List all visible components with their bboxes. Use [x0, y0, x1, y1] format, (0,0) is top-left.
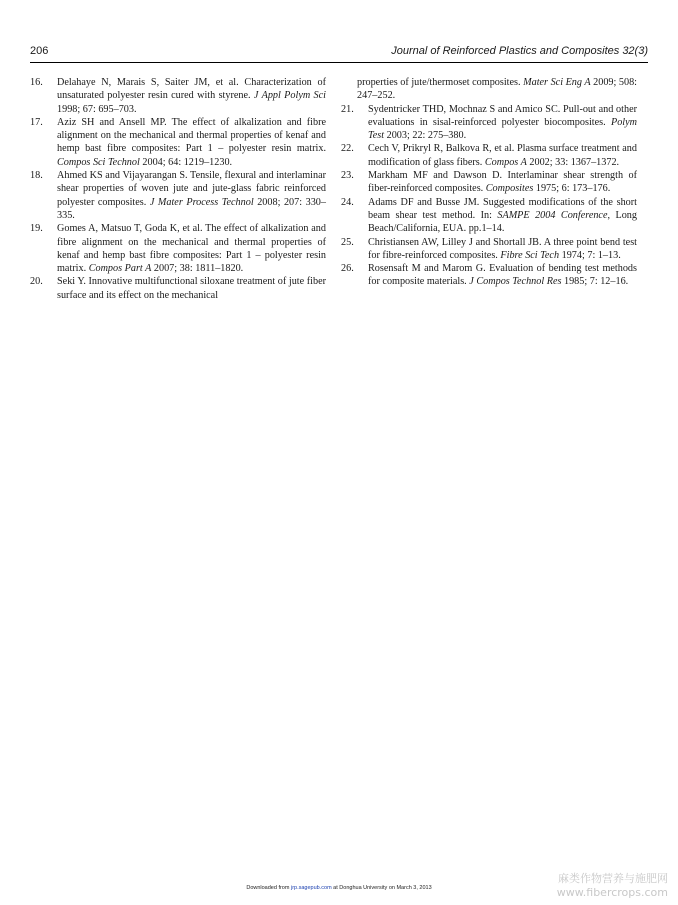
references-right-list: [341, 103, 637, 289]
reference-details: 1975; 6: 173–176.: [533, 183, 611, 195]
journal-name: Compos Sci Technol: [57, 156, 140, 168]
reference-item: [30, 275, 326, 302]
reference-number: 26.: [341, 263, 354, 275]
reference-number: 20.: [30, 276, 43, 288]
reference-text: Delahaye N, Marais S, Saiter JM, et al. Characterization of unsaturated polyester resin cured with styrene.: [57, 77, 326, 102]
reference-number: 17.: [30, 116, 43, 128]
reference-item: [30, 169, 326, 222]
journal-name: Compos A: [484, 156, 527, 168]
reference-item: [341, 142, 637, 169]
journal-name: Composites: [485, 183, 534, 195]
reference-number: 24.: [341, 196, 354, 208]
reference-text: Rosensaft M and Marom G. Evaluation of bending test methods for composite materials.: [368, 263, 637, 288]
reference-details: 1998; 67: 695–703.: [57, 103, 137, 115]
page-number: 206: [30, 45, 49, 57]
reference-text: Aziz SH and Ansell MP. The effect of alkalization and fibre alignment on the mechanical and thermal properties of kenaf and hemp bast fibre composites: Part 1 – polyester resin matrix.: [57, 116, 326, 155]
reference-item: [341, 236, 637, 263]
reference-number: 16.: [30, 77, 43, 88]
reference-text: Gomes A, Matsuo T, Goda K, et al. The effect of alkalization and fibre alignment on the mechanical and thermal properties of kenaf and hemp bast fibre composites: Part 1 – polyester resin matrix.: [57, 223, 326, 275]
reference-text: Markham MF and Dawson D. Interlaminar shear strength of fiber-reinforced composites.: [368, 170, 637, 195]
reference-details: 2002; 33: 1367–1372.: [526, 156, 620, 168]
reference-number: 25.: [341, 236, 354, 248]
reference-item: [30, 76, 326, 116]
download-footer: Downloaded from jrp.sagepub.com at Donghua University on March 3, 2013: [246, 885, 432, 891]
reference-item: [341, 262, 637, 289]
reference-item: [30, 116, 326, 169]
reference-item: [341, 196, 637, 236]
reference-text: Christiansen AW, Lilley J and Shortall JB. A three point bend test for fibre-reinforced composites.: [368, 236, 637, 261]
header-rule: [30, 62, 648, 63]
journal-name: J Mater Process Technol: [149, 196, 254, 208]
running-header: [30, 45, 648, 63]
reference-details: 2003; 22: 275–380.: [384, 130, 467, 142]
reference-text: Ahmed KS and Vijayarangan S. Tensile, flexural and interlaminar shear properties of woven jute and jute-glass fabric reinforced polyester composites.: [57, 170, 326, 208]
reference-details: 2004; 64: 1219–1230.: [139, 156, 233, 168]
journal-name: Mater Sci Eng A: [523, 77, 591, 88]
references-right-column: [341, 76, 637, 289]
reference-text: Sydentricker THD, Mochnaz S and Amico SC. Pull-out and other evaluations in sisal-reinforced polyester biocomposites.: [368, 103, 637, 128]
reference-20-continuation: properties of jute/thermoset composites. Mater Sci Eng A 2009; 508: 247–252.: [357, 77, 638, 102]
reference-item: [30, 222, 326, 275]
reference-details: 1985; 7: 12–16.: [561, 276, 629, 288]
reference-item: [341, 103, 637, 143]
watermark: [557, 872, 668, 900]
reference-details: 1974; 7: 1–13.: [559, 249, 621, 261]
reference-details: 2007; 38: 1811–1820.: [151, 263, 244, 275]
source-link[interactable]: jrp.sagepub.com: [290, 885, 332, 891]
journal-name: Compos Part A: [88, 263, 152, 275]
journal-title: Journal of Reinforced Plastics and Composites 32(3): [391, 45, 648, 57]
reference-number: 22.: [341, 143, 354, 155]
watermark-url: www.fibercrops.com: [556, 886, 668, 899]
reference-text: Cech V, Prikryl R, Balkova R, et al. Plasma surface treatment and modification of glass fibers.: [368, 143, 637, 168]
reference-text: Adams DF and Busse JM. Suggested modifications of the short beam shear test method. In:: [368, 196, 637, 221]
journal-name: J Compos Technol Res: [469, 276, 562, 288]
watermark-cn: 麻类作物营养与施肥网: [558, 872, 668, 885]
reference-details: , Long Beach/California, EUA. pp.1–14.: [368, 209, 637, 235]
reference-item: [341, 169, 637, 196]
references-left-column: [30, 76, 326, 302]
journal-name: Fibre Sci Tech: [500, 249, 560, 261]
reference-number: 21.: [341, 103, 354, 115]
reference-number: 23.: [341, 170, 354, 182]
reference-number: 19.: [30, 223, 43, 235]
reference-text: Seki Y. Innovative multifunctional siloxane treatment of jute fiber surface and its effect on the mechanical: [57, 276, 326, 301]
journal-name: Polym Test: [368, 116, 637, 142]
reference-details: 2008; 207: 330–335.: [57, 196, 326, 221]
reference-number: 18.: [30, 170, 43, 182]
journal-name: SAMPE 2004 Conference: [497, 209, 608, 221]
journal-name: J Appl Polym Sci: [253, 90, 326, 102]
